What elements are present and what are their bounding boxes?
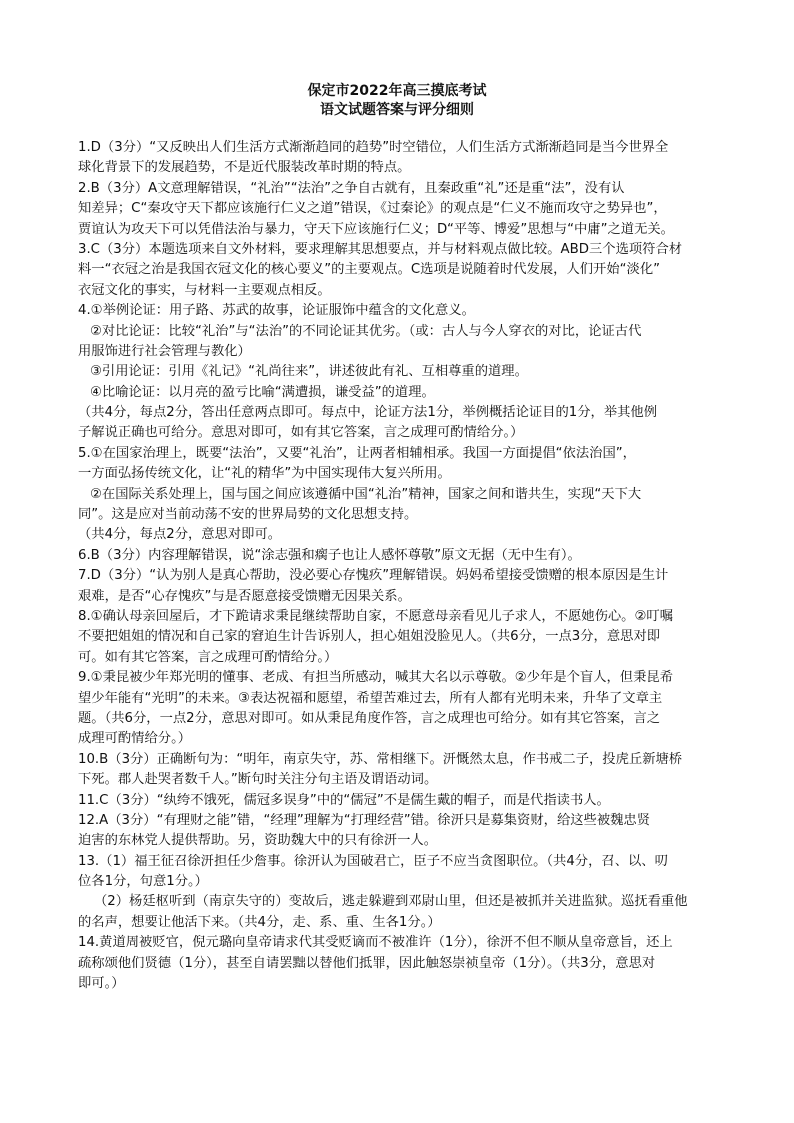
answer-line: 5.①在国家治理上，既要“法治”，又要“礼治”，让两者相辅相承。我国一方面提倡“依法治国”，	[78, 445, 636, 461]
answer-line: 球化背景下的发展趋势，不是近代服装改革时期的特点。	[78, 160, 411, 176]
answer-line: 2.B（3分）A文意理解错误，“礼治”“法治”之争自古就有，且秦政重“礼”还是重“法”，没有认	[78, 180, 625, 196]
answer-line: ②在国际关系处理上，国与国之间应该遵循中国“礼治”精神，国家之间和谐共生，实现“天下大	[90, 486, 642, 502]
answer-line: 1.D（3分）“又反映出人们生活方式渐渐趋同的趋势”时空错位，人们生活方式渐渐趋同是当今世界全	[78, 140, 669, 155]
answer-line: 的名声，想要让他活下来。（共4分，走、系、重、生各1分。）	[78, 914, 441, 930]
page-subtitle: 语文试题答案与评分细则	[320, 102, 474, 118]
answer-line: 13.（1）福王征召徐汧担任少詹事。徐汧认为国破君亡，臣子不应当贪图职位。（共4分，召、以、叨	[78, 853, 668, 869]
answer-line: 下死。郡人赴哭者数千人。”断句时关注分句主语及谓语动词。	[78, 772, 438, 788]
answer-line: （共4分，每点2分，意思对即可。	[78, 527, 282, 543]
answer-body	[78, 138, 724, 994]
answer-line: ④比喻论证：以月亮的盈亏比喻“满遭损，谦受益”的道理。	[90, 384, 435, 400]
answer-line: 位各1分，句意1分。）	[78, 874, 208, 890]
answer-line: 一方面弘扬传统文化，让“礼的精华”为中国实现伟大复兴所用。	[78, 466, 451, 482]
answer-line: 同”。这是应对当前动荡不安的世界局势的文化思想支持。	[78, 507, 418, 523]
answer-line: 可。如有其它答案，言之成理可酌情给分。）	[78, 649, 338, 665]
answer-line: 12.A（3分）“有理财之能”错，“经理”理解为“打理经营”错。徐汧只是募集资财，给这些被魏忠贤	[78, 812, 651, 828]
answer-line: 3.C（3分）本题选项来自文外材料，要求理解其思想要点，并与材料观点做比较。ABD三个选项符合材	[78, 241, 683, 257]
answer-line: ②对比论证：比较“礼治”与“法治”的不同论证其优劣。（或：古人与今人穿衣的对比，论证古代	[90, 323, 642, 339]
answer-line: 题。（共6分，一点2分，意思对即可。如从秉昆角度作答，言之成理也可给分。如有其它答案，言之	[78, 710, 661, 726]
answer-line: 衣冠文化的事实，与材料一主要观点相反。	[78, 282, 331, 298]
answer-line: （共4分，每点2分，答出任意两点即可。每点中，论证方法1分，举例概括论证目的1分，举其他例	[78, 405, 658, 421]
answer-line: 7.D（3分）“认为别人是真心帮助，没必要心存愧疚”理解错误。妈妈希望接受馈赠的根本原因是生计	[78, 568, 669, 584]
answer-line: 8.①确认母亲回屋后，才下跪请求秉昆继续帮助自家，不愿意母亲看见儿子求人，不愿她伤心。②叮嘱	[78, 608, 673, 624]
answer-line: 知差异；C“秦攻守天下都应该施行仁义之道”错误，《过秦论》的观点是“仁义不施而攻守之势异也”，	[78, 201, 667, 217]
answer-line: 疏称颂他们贤德（1分），甚至自请罢黜以替他们抵罪，因此触怒崇祯皇帝（1分）。（共3分，意思对	[78, 955, 656, 971]
answer-line: 望少年能有“光明”的未来。③表达祝福和愿望，希望苦难过去，所有人都有光明未来，升华了文章主	[78, 690, 663, 706]
answer-line: 用服饰进行社会管理与教化）	[78, 343, 251, 359]
answer-line: 11.C（3分）“纨绔不饿死，儒冠多误身”中的“儒冠”不是儒生戴的帽子，而是代指读书人。	[78, 792, 610, 808]
answer-line: 即可。）	[78, 976, 125, 992]
answer-line: 贾谊认为攻天下可以凭借法治与暴力，守天下应该施行仁义；D“平等、博爱”思想与“中庸”之道无关。	[78, 221, 674, 237]
page-title: 保定市2022年高三摸底考试	[307, 83, 487, 99]
answer-line: （2）杨廷枢听到（南京失守的）变故后，逃走躲避到邓尉山里，但还是被抓并关进监狱。巡抚看重他	[94, 894, 688, 910]
answer-line: ③引用论证：引用《礼记》“礼尚往来”，讲述彼此有礼、互相尊重的道理。	[90, 364, 528, 380]
answer-line: 成理可酌情给分。）	[78, 731, 192, 747]
answer-line: 迫害的东林党人提供帮助。另，资助魏大中的只有徐汧一人。	[78, 833, 438, 849]
answer-line: 不要把姐姐的情况和自己家的窘迫生计告诉别人，担心姐姐没脸见人。（共6分，一点3分，意思对即	[78, 629, 661, 645]
answer-line: 子解说正确也可给分。意思对即可，如有其它答案，言之成理可酌情给分。）	[78, 425, 524, 441]
answer-line: 艰难，是否“心存愧疚”与是否愿意接受馈赠无因果关系。	[78, 588, 411, 604]
answer-line: 9.①秉昆被少年郑光明的懂事、老成、有担当所感动，喊其大名以示尊敬。②少年是个盲人，但秉昆希	[78, 670, 673, 686]
answer-line: 料一“衣冠之治是我国衣冠文化的核心要义”的主要观点。C选项是说随着时代发展，人们开始“淡化”	[78, 262, 661, 278]
answer-line: 14.黄道周被贬官，倪元璐向皇帝请求代其受贬谪而不被准许（1分），徐汧不但不顺从皇帝意旨，还上	[78, 935, 673, 951]
answer-line: 6.B（3分）内容理解错误，说“涂志强和瘸子也让人感怀尊敬”原文无据（无中生有）。	[78, 547, 581, 563]
answer-line: 10.B（3分）正确断句为：“明年，南京失守，苏、常相继下。汧慨然太息，作书戒二子，投虎丘新塘桥	[78, 751, 683, 767]
answer-line: 4.①举例论证：用子路、苏武的故事，论证服饰中蕴含的文化意义。	[78, 303, 475, 319]
